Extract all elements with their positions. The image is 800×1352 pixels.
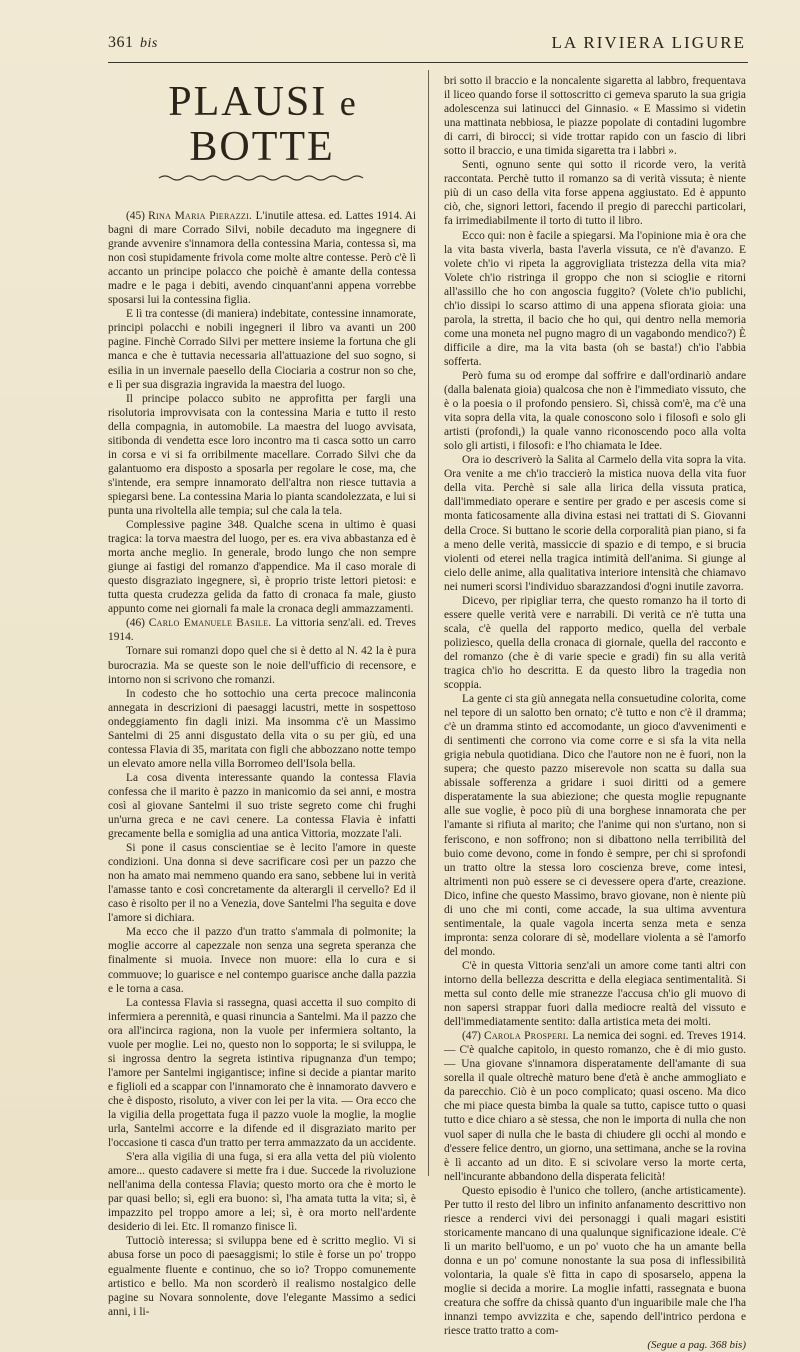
right-column-body <box>444 74 746 1338</box>
paragraph <box>444 1184 746 1339</box>
paragraph <box>108 616 416 644</box>
left-column-body <box>108 209 416 1319</box>
review-number: (46) <box>126 617 149 630</box>
paragraph <box>444 369 746 453</box>
paragraph-text: Questo episodio è l'unico che tollero, (anche artisticamente). Per tutto il resto del libro un infinito anfanamento descrittivo non riesce a renderci vivi dei personaggi i quali magari esistiti storicamente mancano di una qualunque significazione ideale. C'è lì un marito bell'uomo, e un po' vuoto che ha un amante bella donna e un po' comune nonostante la sua posa di inflessibilità volontaria, la quale s'è fitta in capo di sposarselo, appena la moglie si decida a morire. La moglie infatti, rassegnata e buona creatura che soffre da chissà quanto d'un inguaribile male che l'ha innanzi tempo avvizzita e che, sapendo dell'intrico perdona e riesce tratto tratto a com- <box>444 1184 746 1338</box>
paragraph <box>108 209 416 307</box>
running-title: LA RIVIERA LIGURE <box>551 33 746 52</box>
paragraph <box>444 453 746 593</box>
paragraph-text: Senti, ognuno sente qui sotto il ricorde vero, la verità raccontata. Perchè tutto il romanzo sa di verità vissuta; è niente più di un caso della vita forse appena aggiustato. Ed è appunto ciò, che, signori lettori, facendo il pregio di parecchi particolari, fa irrimediabilmente il torto di tutto il libro. <box>444 159 746 228</box>
paragraph <box>444 158 746 228</box>
paragraph <box>108 518 416 616</box>
paragraph-text: Si pone il casus conscientiae se è lecito l'amore in queste condizioni. Una donna si deve sacrificare così per un pazzo che non ha amato mai nemmeno quando era sano, sebbene lui in verità l'amasse tanto e così concretamente da alterargli il cervello? Ed il caso è risolto per il no a Venezia, dove Santelmi l'ha seguita e dove l'amore si dichiara. <box>108 842 416 925</box>
paragraph-text: C'è in questa Vittoria senz'ali un amore come tanti altri con intorno della bellezza descritta e della elegiaca sentimentalità. Si metta sul conto delle mie stranezze l'accusa ch'io gli muovo di non sapersi strappar fuori dalla mediocre realtà del vissuto e dell'immediatamente sentito: dalla artistica meta dei molti. <box>444 959 746 1029</box>
author-name: Rina Maria Pierazzi. <box>148 210 256 222</box>
review-number: (47) <box>462 1030 484 1043</box>
paragraph-text: La nemica dei sogni. ed. Treves 1914. — C'è qualche capitolo, in questo romanzo, che è di mio gusto. — Una giovane s'innamora disperatamente dell'amante di sua sorella il quale oltrechè maturo bene d'età è anche ammogliato e da parecchio. Ciò è un poco complicato; quasi osceno. Ma dico che mi piace questa bimba la quale sa tutto, capisce tutto o quasi tutto e dice chiaro a sè stessa, che non le importa di nulla che non vuol saper di nulla che le basta di chiudere gli occhi al mondo e d'essere felice dentro, un giorno, una settimana, anche se la rovina è lì accanto ad un dito. E si scivolare verso la morte certa, nell'incurante abbandono della disperata felicità! <box>444 1030 747 1183</box>
left-column <box>108 74 416 1319</box>
paragraph <box>108 1150 416 1234</box>
author-name: Carlo Emanuele Basile. <box>148 617 276 630</box>
paragraph <box>444 692 746 959</box>
paragraph-text: In codesto che ho sottochio una certa precoce malinconia annegata in descrizioni di paesaggi lacustri, mette in sospettoso ondeggiamento fin dagli inizi. Ma insomma c'è un Massimo Santelmi di 25 anni disgustato della vita o su per giù, ed una contessa Flavia di 35, maritata con figli che abbozzano notte tempo un elevato amore nella villa Borromeo dell'Isola bella. <box>108 687 416 770</box>
review-number: (45) <box>126 210 149 222</box>
paragraph-text: Tornare sui romanzi dopo quel che si è detto al N. 42 la è pura burocrazia. Ma se queste son le noie dell'ufficio di recensore, e intorno non si scrivono che romanzi. <box>108 645 416 686</box>
paragraph-text: La vittoria senz'ali. ed. Treves 1914. <box>108 617 416 644</box>
paragraph-text: Ora io descriverò la Salita al Carmelo della vita sopra la vita. Ora venite a me ch'io traccierò la mistica nuova della vita fuor della vita. Perchè si sale alla lirica della vissuta pratica, dall'immediato operare e sentire per grado e per ascesis come si monta faticosamente alla divina estasi nei trattati di S. Giovanni della Croce. Si buttano le scorie della corporalità pian piano, si fa a meno delle verità, massiccie di spazio e di tempo, e si brucia violenti od eterei nella tragica intimità dell'anima. Si giunge al cielo delle anime, alla qualitativa interiore intensità che chiamavo nei numeri scorsi l'individuo sbarazzandosi d'ogni inutile zavorra. <box>444 454 746 593</box>
article-title: PLAUSI e BOTTE <box>168 79 356 170</box>
paragraph <box>108 1234 416 1318</box>
continued-note: (Segue a pag. 368 bis) <box>647 1339 746 1352</box>
paragraph <box>444 959 746 1029</box>
paragraph-text: Complessive pagine 348. Qualche scena in ultimo è quasi tragica: la torva maestra del luogo, per es. era viva abbastanza ed è morta anche meglio. In generale, brodo lungo che non sempre giunge ai fastigi del romanzo d'appendice. Ma il caso morale di questo disgraziato ingegnere, sì, è proprio triste lettori pietosi: e tutta questa crudezza gelida da fatto di cronaca fa male, giusto appunto come nei giornali fa male la cronaca degli ammazzamenti. <box>108 519 416 616</box>
paragraph <box>108 392 416 518</box>
page-header <box>108 28 748 63</box>
paragraph <box>108 925 416 995</box>
paragraph-text: La cosa diventa interessante quando la contessa Flavia confessa che il marito è pazzo in manicomio da sei anni, e mostra così al giovane Santelmi il suo triste segreto come chi frughi un'urna greca e ne cavi cenere. La contessa Flavia è infatti grecamente bella e somiglia ad una antica Vittoria, mozzate l'ali. <box>108 771 416 841</box>
paragraph-text: Ecco qui: non è facile a spiegarsi. Ma l'opinione mia è ora che la vita basta viverla, basta l'averla vissuta, ce n'è d'avanzo. E volete ch'io vi ripeta la aggrovigliata tristezza della vita mia? Volete ch'io ristringa il groppo che non si scioglie e ritorni all'assillo che ho con angoscia fuggito? (Volete ch'io publichi, ch'io dissipi lo scarso attimo di una appena sfiorata gioia: una parola, la stretta, il bacio che ho qui, qui dentro nella memoria come una moneta nel pugno magro di un vagabondo mendico?) È difficile a dire, ma la vita basta (oh se basta!) ch'io l'abbia sofferta. <box>444 229 746 368</box>
paragraph-text: La contessa Flavia si rassegna, quasi accetta il suo compito di infermiera a perennità, e quasi rinuncia a Santelmi. Ma il pazzo che ora all'incirca ragiona, non la vuole per infermiera soltanto, la vuole per moglie. Lei no, questo non lo sopporta; le si sviluppa, le si ingrossa dentro la segreta istintiva ripugnanza d'un tempo; l'amore per Santelmi ingigantisce; infine si decide a piantar marito e figlioli ed a scappar con l'innamorato che è innamorato davvero e che è disposto, risoluto, a viver con lei per la vita. — Ora ecco che la vigilia della progettata fuga il pazzo vuole la moglie, la moglie urla, Santelmi accorre e la difende ed il disgraziato marito per l'occasione ti casca d'un tratto per terra ammazzato da un accidente. <box>108 996 417 1150</box>
paragraph <box>108 841 416 925</box>
paragraph-text: Dicevo, per ripigliar terra, che questo romanzo ha il torto di essere quelle verità vere e narrabili. Di verità ce n'è tutta una scala, c'è quella del rapporto medico, quella del verbale polizìesco, quella della cronaca di giornale, quella del racconto e del romanzo (che è di varie specie e gradi) fin su alla verità tragica ch'io ho descritta. E da questo libro la tragedia non scoppia. <box>444 594 746 692</box>
paragraph <box>108 644 416 686</box>
title-ornament <box>157 173 367 183</box>
paragraph-text: bri sotto il braccio e la noncalente sigaretta al labbro, frequentava il liceo quando forse il sottoscritto ci gemeva sparuto la sua grigia adolescenza sui latinucci del Ginnasio. « E Massimo si videtin una mattinata nebbiosa, le piazze popolate di contadini lugombre di carri, di birocci; si vide trottar rapido con un fascio di libri sotto il braccio, e una timida sigaretta tra i labbri ». <box>444 75 746 158</box>
paragraph-text: Il principe polacco subito ne approfitta per fargli una risolutoria improvvisata con la contessina Maria e tutto il resto della compagnia, in automobile. La maestra del luogo avvisata, sitibonda di vendetta esce loro incontro ma ti casca sotto un carro in corsa e vi si fa orribilmente macellare. Corrado Silvi che da galantuomo era disposto a sposarla per regolare le cose, ma, che s'intende, era sempre innamorato dell'altra non riesce tuttavia a spiegarsi bene. La contessina Maria lo pianta scandolezzata, e lui si punta una rivoltella alle tempia; sul che cala la tela. <box>108 392 416 517</box>
paragraph-text: Però fuma su od erompe dal soffrire e dall'ordinariò andare (dalla balenata gioia) qualcosa che non è l'immediato vissuto, che è o la poesia o il profondo pensiero. Sì, chissà com'è, ma c'è una vita sopra della vita, la quale conoscono solo i filosofi e solo gli artisti (profondi,) la quale vanno riconoscendo poco alla volta solo gli artisti, i filosofi: e l'ho chiamata le Idee. <box>444 369 746 453</box>
right-column <box>444 74 746 1352</box>
paragraph <box>108 771 416 841</box>
paragraph-text: L'inutile attesa. ed. Lattes 1914. Ai bagni di mare Corrado Silvi, nobile decaduto ma ingegnere di grande avvenire s'innamora della contessina Maria, contessa sì, ma non così stupidamente frivola come molte altre contesse. Però c'è lì accanto un principe polacco che poichè è amante della contessa madre e le paga i debiti, avendo cinquant'anni appena vorrebbe sposarsi lui la contessina figlia. <box>108 210 417 307</box>
paragraph-text: La gente ci sta giù annegata nella consuetudine colorita, come nel tepore di un salotto ben ornato; c'è tutto e non c'è il dramma; c'è un dramma stinto ed accomodante, un gioco d'avvenimenti e di sentimenti che corrono via come corre e si sfa la vita nella grigia nebula quotidiana. Dico che l'autore non ne è fuori, non la supera; che questo pazzo miserevole non scatta su dalla sua abissale sofferenza a gridare i suoi diritti od a gemere disperatamente la sua abiezione; che questa moglie repugnante alle sue voglie, è poco più di una borghese innamorata che per l'amante si rifiuta al marito; che l'anime qui non s'urtano, non si feriscono, e non soffrono; non si dibattono nella terribilità del buio come devono, come in fondo è sempre, per chi si sprofondi un tratto oltre la stessa loro coscienza breve, come intesi, altrimenti non può essere se ci devessere opera d'arte, creazione. Dico, infine che questo Massimo, bravo giovane, non è niente più di uno che mi conti, come accade, la sua ultima avventura sentimentale, la quale vagola incerta senza meta e senza impronta: senza colorare di sè, modellare violenta a sè l'amorfo del mondo. <box>444 693 746 958</box>
paragraph-text: S'era alla vigilia di una fuga, si era alla vetta del più violento amore... questo cadavere si mette fra i due. Succede la rivoluzione nell'anima della contessa Flavia; questo morto ora che è morto le par quasi bello; sì, egli era buono: sì, l'ha amata tutta la vita; sì, è impazzito pel troppo amore a lei; sì, è ora morto nell'ardente desiderio di lei. Etc. Il romanzo finisce lì. <box>108 1151 416 1234</box>
paragraph <box>444 1029 746 1184</box>
paragraph <box>444 594 746 692</box>
page-number: 361 bis <box>108 34 158 51</box>
paragraph <box>108 307 416 391</box>
paragraph-text: Ma ecco che il pazzo d'un tratto s'ammala di polmonite; la moglie accorre al capezzale non senza una segreta speranza che finalmente si muoia. Invece non muore: ella lo cura e si commuove; lo guarisce e nel contempo guarisce anche dalla pazzia e le torna a casa. <box>108 926 416 995</box>
paragraph-text: Tuttociò interessa; si sviluppa bene ed è scritto meglio. Vi si abusa forse un poco di paesaggismi; lo stile è forse un po' troppo egualmente fluente e continuo, che so io? Troppo comunemente artistico e bello. Ma non scorderò il realismo nostalgico delle pagine su Novara sonnolente, dove l'elegante Massimo a sedici anni, i li- <box>108 1235 416 1318</box>
paragraph-text: E lì tra contesse (di maniera) indebitate, contessine innamorate, principi polacchi e nobili ingegneri il libro va avanti un 200 pagine. Finchè Corrado Silvi per mettere insieme la fortuna che gli manca e che è tuttavia necessaria all'attuazione del suo sogno, si esilia in un invernale paesello della Ciociaria a costrur non so che, e lì per sua disgrazia ingravida la maestra del luogo. <box>108 308 416 391</box>
paragraph <box>108 996 416 1151</box>
column-divider <box>428 70 429 1176</box>
paragraph <box>444 74 746 158</box>
paragraph <box>444 229 746 369</box>
paragraph <box>108 687 416 771</box>
author-name: Carola Prosperi. <box>483 1030 573 1043</box>
